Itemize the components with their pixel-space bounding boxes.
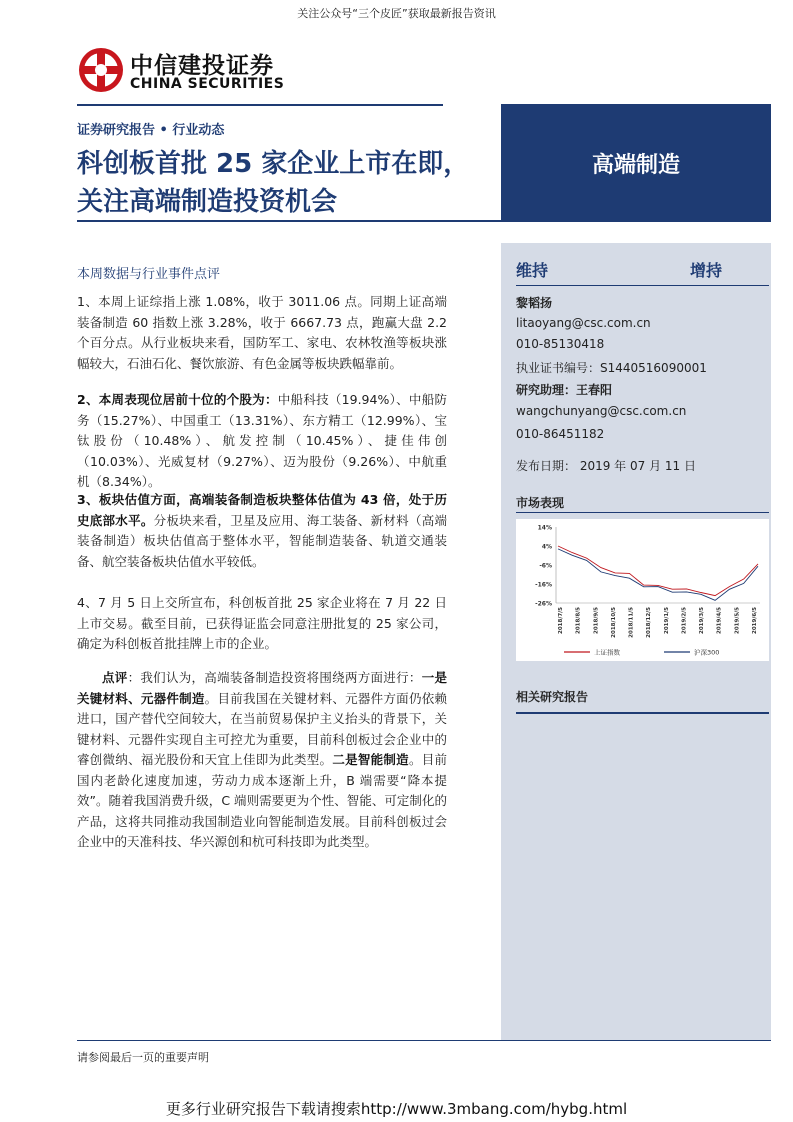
x-tick-label: 2019/3/5 xyxy=(699,607,706,634)
chart-background xyxy=(516,519,769,661)
analyst-cert: 执业证书编号：S1440516090001 xyxy=(516,361,707,375)
top-note: 关注公众号“三个皮匠”获取最新报告资讯 xyxy=(297,7,496,20)
market-chart xyxy=(516,519,769,661)
assistant-name: 研究助理：王春阳 xyxy=(516,383,613,397)
comment-point-1: 一是关键材料、元器件制造 xyxy=(77,670,447,706)
comment-point-2-body: 。目前国内老龄化速度加速，劳动力成本逐渐上升，B 端需要“降本提效”。随着我国消费升级，C 端则需要更为个性、智能、可定制化的产品，这将共同推动我国制造业向智能制造发展。目前科创板过会企业中的天准科技、华兴源创和杭可科技即为此类型。 xyxy=(77,752,447,849)
report-title: 科创板首批 25 家企业上市在即，关注高端制造投资机会 xyxy=(77,149,470,217)
x-tick-label: 2018/7/5 xyxy=(558,607,564,634)
y-tick-label: -26% xyxy=(535,600,552,608)
paragraph-3-body: 分板块来看，卫星及应用、海工装备、新材料（高端装备制造）板块估值高于整体水平，智能制造装备、轨道交通装备、航空装备板块估值水平较低。 xyxy=(77,512,447,569)
y-tick-label: 4% xyxy=(541,543,552,551)
footer-note: 请参阅最后一页的重要声明 xyxy=(77,1051,209,1064)
legend-label-2: 沪深300 xyxy=(694,648,720,657)
rating-rule xyxy=(516,285,769,286)
legend-label-1: 上证指数 xyxy=(594,648,620,657)
x-tick-label: 2019/2/5 xyxy=(681,607,688,634)
title-rule xyxy=(77,220,771,222)
y-tick-label: -16% xyxy=(535,581,552,589)
analyst-email[interactable]: litaoyang@csc.com.cn xyxy=(516,316,651,330)
logo-text-cn: 中信建投证券 xyxy=(130,53,274,79)
comment-label: 点评 xyxy=(102,670,128,685)
y-tick-label: -6% xyxy=(539,562,552,570)
analyst-name: 黎韬扬 xyxy=(516,296,553,310)
market-label: 市场表现 xyxy=(516,496,565,510)
x-tick-label: 2018/8/5 xyxy=(575,607,582,634)
x-tick-label: 2019/5/5 xyxy=(734,607,741,634)
paragraph-2-body: 中船科技（19.94%）、中船防务（15.27%）、中国重工（13.31%）、东方精工（12.99%）、宝钛股份（10.48%）、航发控制（10.45%）、捷佳伟创（10.03%）、光威复材（9.27%）、迈为股份（9.26%）、中航重机（8.34%）。 xyxy=(77,392,447,489)
x-tick-label: 2018/11/5 xyxy=(628,607,635,638)
section-title: 本周数据与行业事件点评 xyxy=(77,267,221,282)
paragraph-5 xyxy=(77,668,447,853)
paragraph-4: 4、7 月 5 日上交所宣布，科创板首批 25 家企业将在 7 月 22 日上市交易。截至目前，已获得证监会同意注册批复的 25 家公司，确定为科创板首批挂牌上市的企业。 xyxy=(77,595,447,651)
rating-previous: 维持 xyxy=(516,261,549,280)
comment-point-1-body: 。目前我国在关键材料、元器件方面仍依赖进口，国产替代空间较大，在当前贸易保护主义抬头的背景下，关键材料、元器件实现自主可控尤为重要，目前科创板过会企业中的睿创微纳、福光股份和天宜上佳即为此类型。 xyxy=(77,690,447,767)
related-rule xyxy=(516,712,769,714)
sector-label: 高端制造 xyxy=(591,153,680,178)
paragraph-3-lead: 3、板块估值方面，高端装备制造板块整体估值为 43 倍，处于历史底部水平。 xyxy=(77,492,447,528)
analyst-phone: 010-85130418 xyxy=(516,337,605,351)
x-tick-label: 2018/9/5 xyxy=(593,607,600,634)
paragraph-2 xyxy=(77,390,447,493)
x-tick-label: 2019/1/5 xyxy=(663,607,670,634)
assistant-phone: 010-86451182 xyxy=(516,427,605,441)
assistant-email[interactable]: wangchunyang@csc.com.cn xyxy=(516,404,687,418)
rating-current: 增持 xyxy=(690,261,723,280)
footer-rule xyxy=(77,1040,771,1041)
publish-date: 发布日期： 2019 年 07 月 11 日 xyxy=(516,459,696,473)
market-rule xyxy=(516,512,769,513)
logo-text-en: CHINA SECURITIES xyxy=(130,76,285,92)
report-category: 证券研究报告 • 行业动态 xyxy=(77,123,225,138)
related-label: 相关研究报告 xyxy=(516,690,589,704)
x-tick-label: 2018/12/5 xyxy=(646,607,653,638)
comment-point-2: 二是智能制造 xyxy=(332,752,409,767)
x-tick-label: 2018/10/5 xyxy=(610,607,617,638)
paragraph-1: 1、本周上证综指上涨 1.08%，收于 3011.06 点。同期上证高端装备制造 60 指数上涨 3.28%，收于 6667.73 点，跑赢大盘 2.2 个百分点。从行业板块来看，国防军工、家电、农林牧渔等板块涨幅较大，石油石化、餐饮旅游、有色金属等板块跌幅靠前。 xyxy=(77,294,447,371)
y-tick-label: 14% xyxy=(537,524,552,532)
x-tick-label: 2019/4/5 xyxy=(716,607,723,634)
bottom-note[interactable]: 更多行业研究报告下载请搜索http://www.3mbang.com/hybg.html xyxy=(165,1100,628,1118)
header-rule xyxy=(77,104,443,106)
company-logo xyxy=(77,46,125,94)
paragraph-2-lead: 2、本周表现位居前十位的个股为： xyxy=(77,392,278,407)
paragraph-3 xyxy=(77,490,447,572)
comment-intro: ：我们认为，高端装备制造投资将围绕两方面进行： xyxy=(127,670,422,685)
x-tick-label: 2019/6/5 xyxy=(752,607,758,634)
